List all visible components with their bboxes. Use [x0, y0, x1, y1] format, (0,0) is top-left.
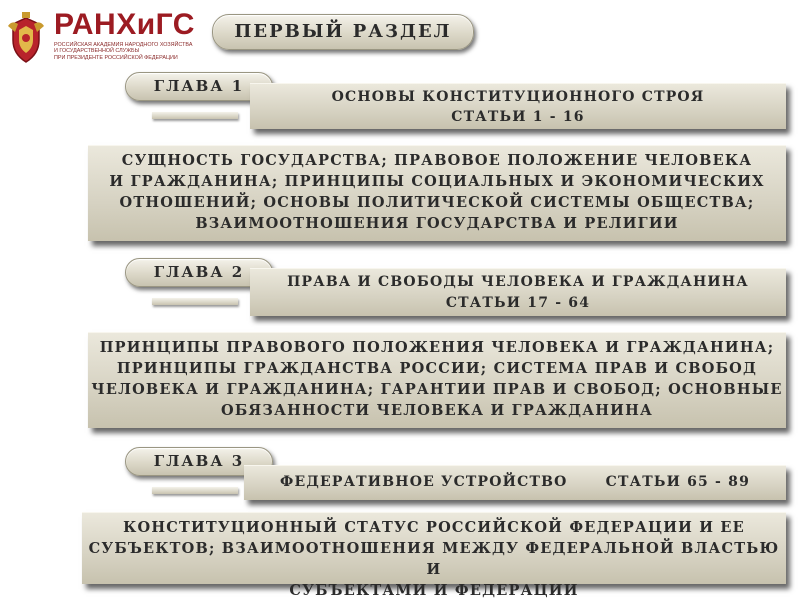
section-title: ПЕРВЫЙ РАЗДЕЛ	[212, 14, 474, 50]
chapter-1-title-bar	[250, 83, 786, 129]
chapter-3-articles: СТАТЬИ 65 - 89	[605, 474, 751, 490]
chapter-1-description: СУЩНОСТЬ ГОСУДАРСТВА; ПРАВОВОЕ ПОЛОЖЕНИЕ ЧЕЛОВЕКА И ГРАЖДАНИНА; ПРИНЦИПЫ СОЦИАЛЬНЫХ И ЭКОНОМИЧЕСКИХ ОТНОШЕНИЙ; ОСНОВЫ ПОЛИТИЧЕСКОЙ СИСТЕМЫ ОБЩЕСТВА; ВЗАИМООТНОШЕНИЯ ГОСУДАРСТВА И РЕЛИГИИ	[88, 145, 786, 241]
chapter-2-description: ПРИНЦИПЫ ПРАВОВОГО ПОЛОЖЕНИЯ ЧЕЛОВЕКА И ГРАЖДАНИНА; ПРИНЦИПЫ ГРАЖДАНСТВА РОССИИ; СИСТЕМА ПРАВ И СВОБОД ЧЕЛОВЕКА И ГРАЖДАНИНА; ГАРАНТИИ ПРАВ И СВОБОД; ОСНОВНЫЕ ОБЯЗАННОСТИ ЧЕЛОВЕКА И ГРАЖДАНИНА	[88, 332, 786, 428]
chapter-3-description: КОНСТИТУЦИОННЫЙ СТАТУС РОССИЙСКОЙ ФЕДЕРАЦИИ И ЕЕ СУБЪЕКТОВ; ВЗАИМООТНОШЕНИЯ МЕЖДУ ФЕДЕРАЛЬНОЙ ВЛАСТЬЮ И СУБЪЕКТАМИ И ФЕДЕРАЦИИ	[82, 512, 786, 584]
brand-name: РАНХиГС	[54, 8, 195, 41]
chapter-2-articles: СТАТЬИ 17 - 64	[445, 295, 591, 311]
chapter-1-title: ОСНОВЫ КОНСТИТУЦИОННОГО СТРОЯ	[331, 89, 705, 105]
chapter-1-articles: СТАТЬИ 1 - 16	[451, 109, 585, 125]
chapter-3-title: ФЕДЕРАТИВНОЕ УСТРОЙСТВО	[279, 474, 568, 490]
chapter-3-connector	[152, 487, 238, 494]
chapter-3-title-bar	[244, 465, 786, 500]
ranepa-logo	[6, 8, 196, 68]
chapter-1-connector	[152, 112, 238, 119]
chapter-3-label: ГЛАВА 3	[125, 447, 273, 476]
chapter-2-connector	[152, 298, 238, 305]
chapter-1-label: ГЛАВА 1	[125, 72, 273, 101]
eagle-crest-icon	[6, 12, 46, 66]
chapter-2-title: ПРАВА И СВОБОДЫ ЧЕЛОВЕКА И ГРАЖДАНИНА	[287, 274, 749, 290]
chapter-2-title-bar	[250, 268, 786, 316]
chapter-2-label: ГЛАВА 2	[125, 258, 273, 287]
brand-subtitle: РОССИЙСКАЯ АКАДЕМИЯ НАРОДНОГО ХОЗЯЙСТВА И ГОСУДАРСТВЕННОЙ СЛУЖБЫ ПРИ ПРЕЗИДЕНТЕ РОССИЙСКОЙ ФЕДЕРАЦИИ	[54, 42, 193, 61]
